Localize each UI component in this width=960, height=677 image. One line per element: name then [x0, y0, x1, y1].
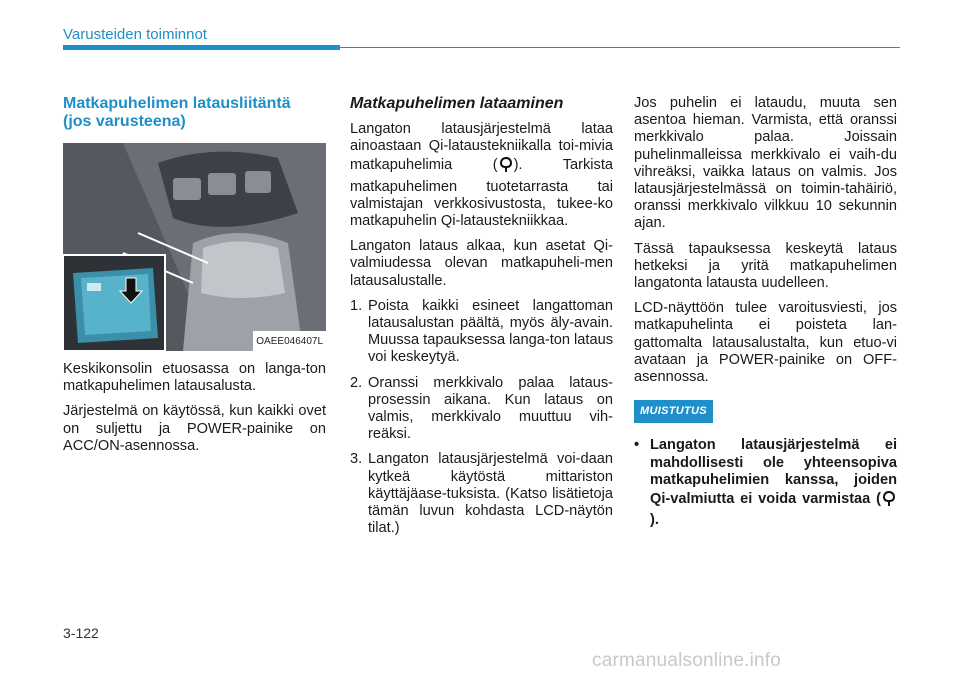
- section-title-charger: [63, 95, 326, 131]
- text-segment: ).: [650, 512, 659, 529]
- paragraph: Järjestelmä on käytössä, kun kaikki ovet on suljettu ja POWER-painike on ACC/ON-asennossa.: [63, 403, 326, 454]
- list-item: [350, 375, 613, 444]
- paragraph: Langaton lataus alkaa, kun asetat Qi-valmiudessa olevan matkapuheli-men latausalustalle.: [350, 238, 613, 289]
- page-number: 3-122: [63, 625, 99, 641]
- watermark: carmanualsonline.info: [592, 650, 782, 671]
- list-item: [350, 298, 613, 367]
- paragraph: Tässä tapauksessa keskeytä lataus hetkeksi ja yritä matkapuhelimen langatonta latausta uudelleen.: [634, 240, 897, 292]
- bullet-dot: •: [634, 437, 640, 454]
- title-line-2: (jos varusteena): [63, 113, 186, 130]
- image-code: OAEE046407L: [253, 331, 326, 351]
- step-number: 2.: [350, 374, 363, 391]
- console-illustration: [63, 143, 326, 351]
- step-number: 1.: [350, 297, 363, 314]
- header-rule-accent: [63, 45, 340, 50]
- section-title-charging: Matkapuhelimen lataaminen: [350, 95, 564, 112]
- qi-charging-icon: [499, 155, 513, 178]
- paragraph: LCD-näyttöön tulee varoitusviesti, jos matkapuhelinta ei poisteta lan-gattomalta latausalustalta, kun etuo-vi avataan ja POWER-painike on OFF-asennossa.: [634, 300, 897, 386]
- paragraph: Jos puhelin ei lataudu, muuta sen asentoa hieman. Varmista, että oranssi merkkivalo palaa. Joissain puhelinmalleissa merkkivalo ei vaih-du vihreäksi, vaikka lataus on valmis. Jos latausjärjestelmässä on toimin-tahäiriö, oranssi merkkivalo vilkkuu 10 sekunnin ajan.: [634, 95, 897, 232]
- header-rule-thin: [340, 47, 900, 48]
- title-line-1: Matkapuhelimen latausliitäntä: [63, 95, 291, 112]
- steps-list: [350, 298, 613, 538]
- column-1: [63, 95, 326, 463]
- step-text: Langaton latausjärjestelmä voi-daan kytkeä käytöstä mittariston käyttäjäase-tuksista. (Katso lisätietoja tämän luvun kohdasta LCD-näytön tilat.): [368, 451, 613, 537]
- text-segment: Langaton latausjärjestelmä ei mahdollisesti ole yhteensopiva matkapuhelimien kanssa, joiden Qi-valmiutta ei voida varmistaa (: [650, 437, 897, 508]
- text-segment: Langaton latausjärjestelmä lataa ainoastaan Qi-lataustekniikalla toi-mivia matkapuhelimia (: [350, 121, 613, 174]
- console-photo: [63, 143, 326, 351]
- step-number: 3.: [350, 451, 363, 468]
- column-3: [634, 95, 897, 529]
- note-bullet-item: [634, 437, 897, 529]
- step-text: Poista kaikki esineet langattoman latausalustan päältä, myös äly-avain. Muussa tapauksessa langa-ton lataus voi keskeytyä.: [368, 297, 614, 366]
- list-item: [350, 451, 613, 537]
- paragraph: Keskikonsolin etuosassa on langa-ton matkapuhelimen latausalusta.: [63, 361, 326, 395]
- column-2: [350, 95, 613, 545]
- step-text: Oranssi merkkivalo palaa lataus-prosessin aikana. Kun lataus on valmis, merkkivalo muuttuu vih-reäksi.: [368, 374, 613, 443]
- paragraph: [350, 121, 613, 230]
- note-badge: MUISTUTUS: [634, 400, 713, 423]
- section-header: Varusteiden toiminnot: [63, 26, 207, 43]
- text-segment: ). Tarkista matkapuhelimen tuotetarrasta tai valmistajan verkkosivustosta, tukee-ko matkapuhelin Qi-lataustekniikkaa.: [350, 157, 613, 230]
- qi-charging-icon: [882, 489, 896, 512]
